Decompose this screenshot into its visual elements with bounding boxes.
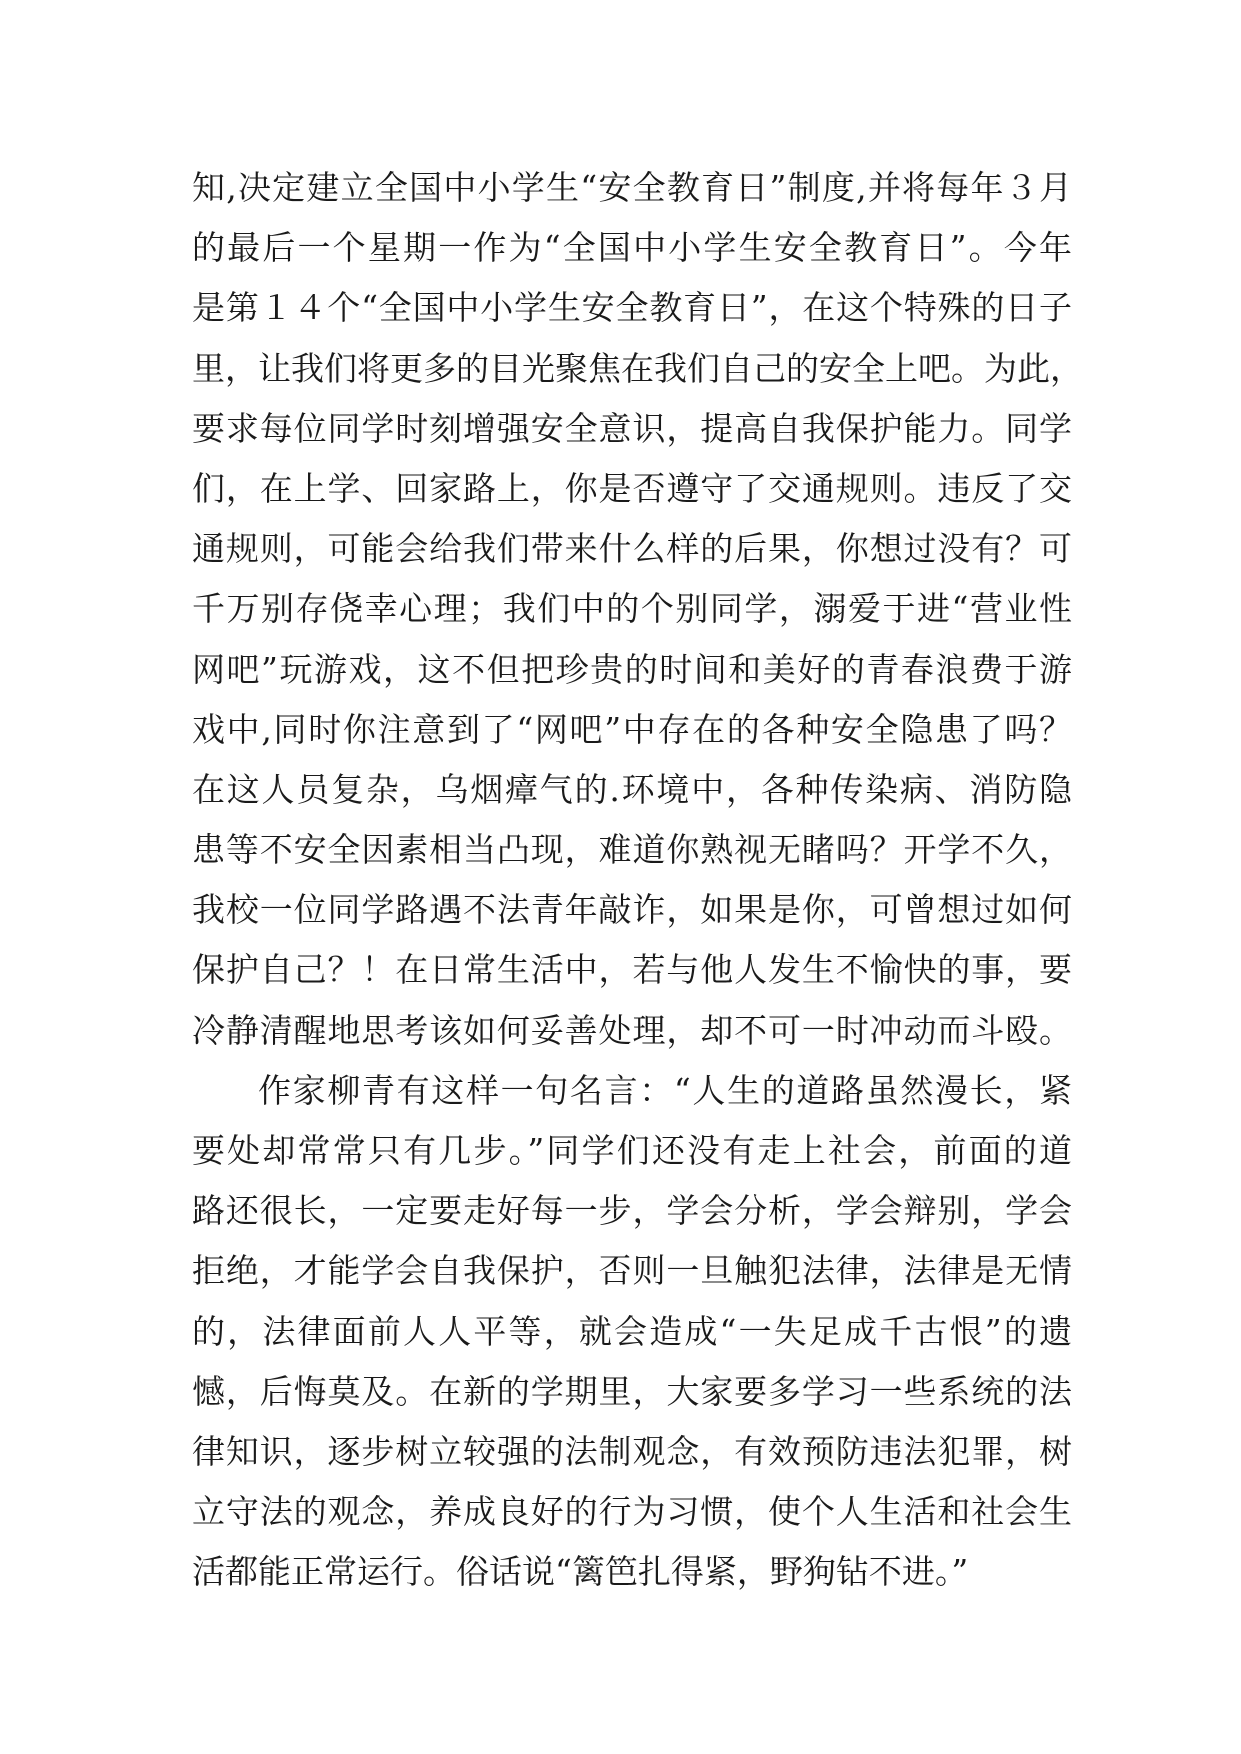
text-line: 路还很长，一定要走好每一步，学会分析，学会辩别，学会 — [192, 1191, 1072, 1231]
text-line: 保护自己？！在日常生活中，若与他人发生不愉快的事，要 — [192, 950, 1072, 990]
text-line: 冷静清醒地思考该如何妥善处理，却不可一时冲动而斗殴。 — [192, 1010, 1072, 1050]
text-line: 要求每位同学时刻增强安全意识，提高自我保护能力。同学 — [192, 408, 1072, 448]
text-line: 拒绝，才能学会自我保护，否则一旦触犯法律，法律是无情 — [192, 1251, 1072, 1291]
text-line: 里，让我们将更多的目光聚焦在我们自己的安全上吧。为此， — [192, 348, 1083, 388]
text-line: 是第１４个“全国中小学生安全教育日”，在这个特殊的日子 — [192, 288, 1072, 328]
text-line: 的，法律面前人人平等，就会造成“一失足成千古恨”的遗 — [192, 1311, 1072, 1351]
text-line: 们，在上学、回家路上，你是否遵守了交通规则。违反了交 — [192, 468, 1072, 508]
text-line: 律知识，逐步树立较强的法制观念，有效预防违法犯罪，树 — [192, 1431, 1072, 1471]
text-line: 戏中,同时你注意到了“网吧”中存在的各种安全隐患了吗？ — [192, 709, 1072, 749]
text-line: 患等不安全因素相当凸现，难道你熟视无睹吗？开学不久， — [192, 830, 1072, 870]
text-line: 通规则，可能会给我们带来什么样的后果，你想过没有？可 — [192, 529, 1072, 569]
text-line: 千万别存侥幸心理；我们中的个别同学，溺爱于进“营业性 — [192, 589, 1072, 629]
text-line: 知,决定建立全国中小学生“安全教育日”制度,并将每年３月 — [192, 168, 1072, 207]
body-text — [192, 158, 1083, 1603]
text-line: 在这人员复杂，乌烟瘴气的.环境中，各种传染病、消防隐 — [192, 769, 1072, 809]
text-line: 要处却常常只有几步。”同学们还没有走上社会，前面的道 — [192, 1131, 1072, 1170]
text-line: 的最后一个星期一作为“全国中小学生安全教育日”。今年 — [192, 228, 1072, 268]
text-line: 立守法的观念，养成良好的行为习惯，使个人生活和社会生 — [192, 1492, 1072, 1532]
text-line: 我校一位同学路遇不法青年敲诈，如果是你，可曾想过如何 — [192, 890, 1072, 930]
text-line: 憾，后悔莫及。在新的学期里，大家要多学习一些系统的法 — [192, 1371, 1072, 1411]
text-line: 活都能正常运行。俗话说“篱笆扎得紧，野狗钻不进。” — [192, 1552, 969, 1592]
text-line: 作家柳青有这样一句名言：“人生的道路虽然漫长，紧 — [258, 1070, 1072, 1110]
text-line: 网吧”玩游戏，这不但把珍贵的时间和美好的青春浪费于游 — [192, 649, 1072, 689]
